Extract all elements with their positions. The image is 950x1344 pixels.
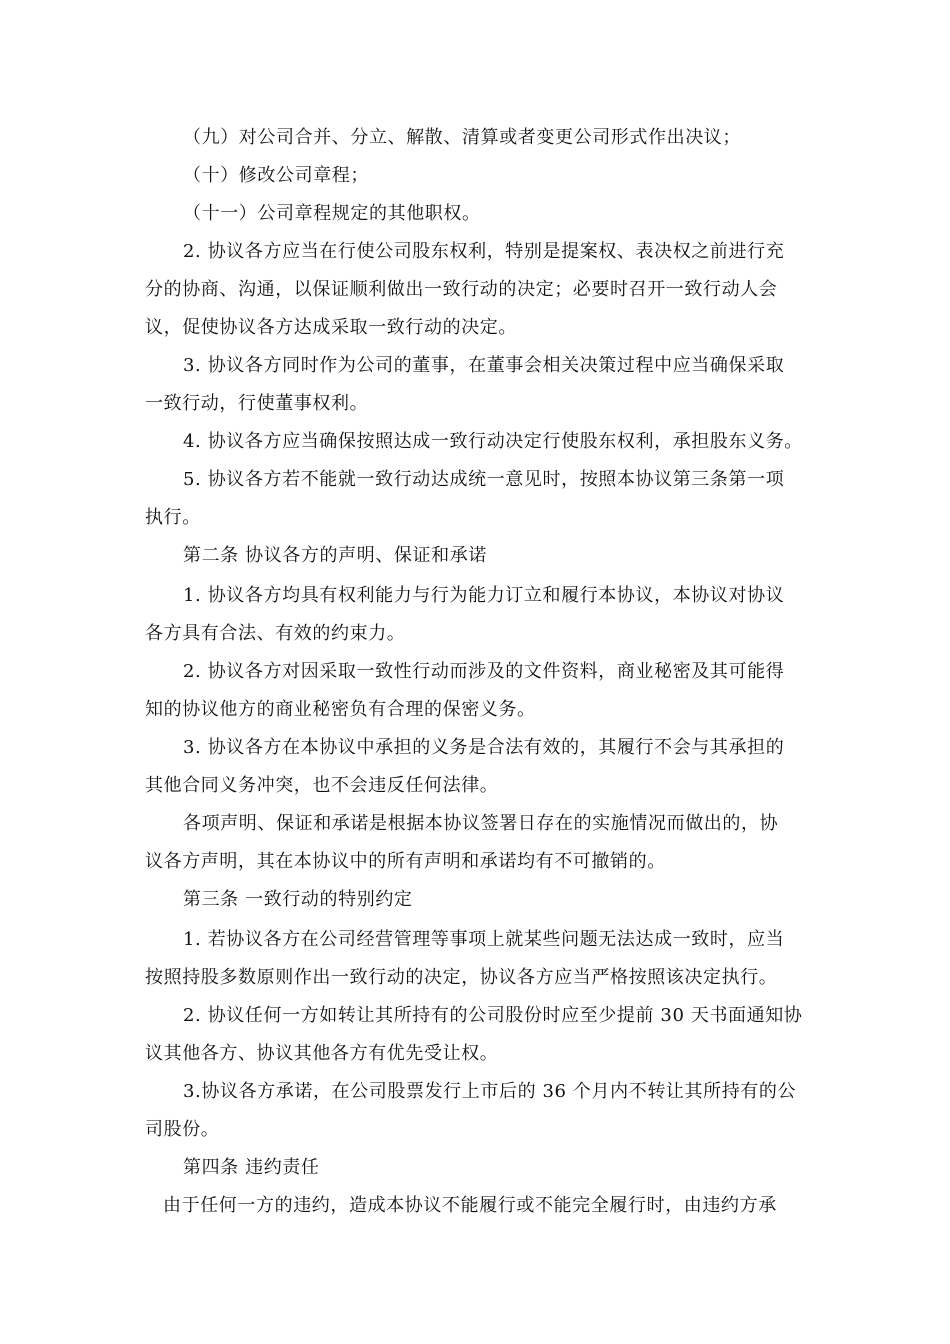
paragraph-line: 1. 若协议各方在公司经营管理等事项上就某些问题无法达成一致时，应当 [183,929,785,950]
paragraph-line: 议，促使协议各方达成采取一致行动的决定。 [145,317,517,338]
paragraph-line: 2. 协议任何一方如转让其所持有的公司股份时应至少提前 30 天书面通知协 [183,1005,803,1026]
paragraph-line: （九）对公司合并、分立、解散、清算或者变更公司形式作出决议； [183,127,741,148]
paragraph-line: 分的协商、沟通，以保证顺利做出一致行动的决定；必要时召开一致行动人会 [145,279,778,300]
paragraph-line: 4. 协议各方应当确保按照达成一致行动决定行使股东权利，承担股东义务。 [183,431,803,452]
paragraph-line: 按照持股多数原则作出一致行动的决定，协议各方应当严格按照该决定执行。 [145,967,778,988]
paragraph-line: 议其他各方、协议其他各方有优先受让权。 [145,1043,499,1064]
paragraph-line: 各方具有合法、有效的约束力。 [145,623,406,644]
paragraph-line: 3. 协议各方同时作为公司的董事，在董事会相关决策过程中应当确保采取 [183,355,785,376]
paragraph-line: 各项声明、保证和承诺是根据本协议签署日存在的实施情况而做出的，协 [183,813,779,834]
paragraph-line: 1. 协议各方均具有权利能力与行为能力订立和履行本协议，本协议对协议 [183,585,785,606]
paragraph-line: 一致行动，行使董事权利。 [145,393,369,414]
paragraph-line: 2. 协议各方对因采取一致性行动而涉及的文件资料，商业秘密及其可能得 [183,661,785,682]
section-heading: 第四条 违约责任 [183,1157,320,1178]
paragraph-line: （十一）公司章程规定的其他职权。 [183,203,481,224]
section-heading: 第三条 一致行动的特别约定 [183,889,413,910]
paragraph-line: 2. 协议各方应当在行使公司股东权利，特别是提案权、表决权之前进行充 [183,241,785,262]
paragraph-line: 3.协议各方承诺，在公司股票发行上市后的 36 个月内不转让其所持有的公 [183,1081,797,1102]
paragraph-line: 5. 协议各方若不能就一致行动达成统一意见时，按照本协议第三条第一项 [183,469,785,490]
paragraph-line: 执行。 [145,507,201,528]
paragraph-line: 3. 协议各方在本协议中承担的义务是合法有效的，其履行不会与其承担的 [183,737,785,758]
paragraph-line: 司股份。 [145,1119,220,1140]
paragraph-line: 议各方声明，其在本协议中的所有声明和承诺均有不可撤销的。 [145,851,666,872]
paragraph-line: 知的协议他方的商业秘密负有合理的保密义务。 [145,699,536,720]
paragraph-line: 由于任何一方的违约，造成本协议不能履行或不能完全履行时，由违约方承 [163,1195,777,1216]
paragraph-line: 其他合同义务冲突，也不会违反任何法律。 [145,775,499,796]
paragraph-line: （十）修改公司章程； [183,165,369,186]
section-heading: 第二条 协议各方的声明、保证和承诺 [183,545,487,566]
